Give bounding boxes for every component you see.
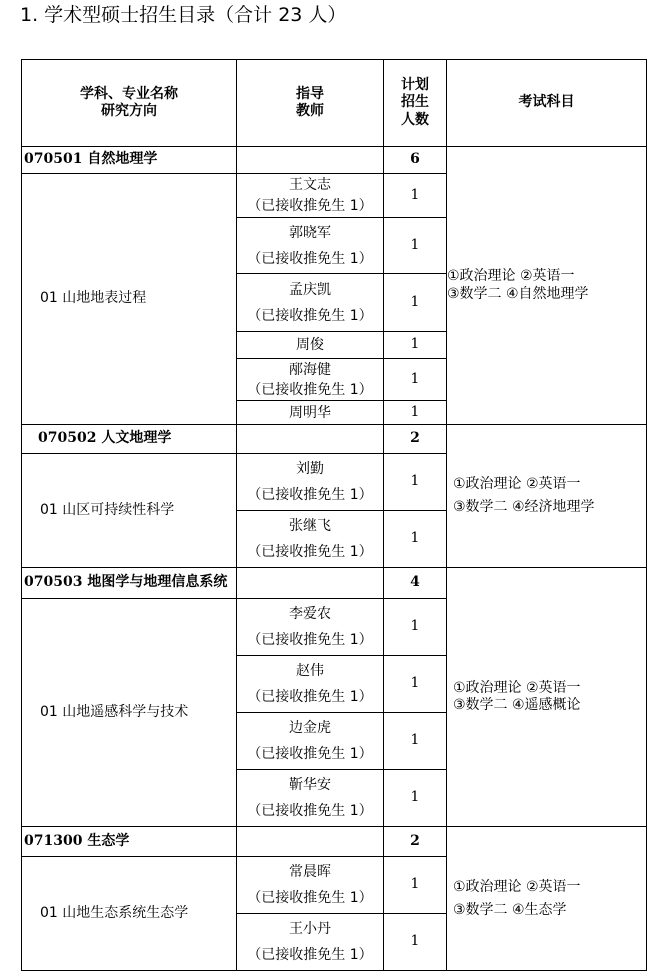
- major-code: 070501: [24, 151, 83, 168]
- advisor-cell: [237, 218, 384, 274]
- advisor-cell: [237, 599, 384, 656]
- advisor-note: （已接收推免生 1）: [247, 746, 373, 762]
- major-row: [22, 568, 647, 599]
- advisor-note: （已接收推免生 1）: [247, 947, 373, 963]
- advisor-note: （已接收推免生 1）: [247, 197, 373, 214]
- advisor-cell: [237, 914, 384, 971]
- exam-subjects: ①政治理论 ②英语一 ③数学二 ④经济地理学: [447, 425, 647, 568]
- major-title: 人文地理学: [101, 430, 172, 447]
- advisor-name: 刘勤: [296, 461, 324, 477]
- advisor-name: 周俊: [296, 337, 324, 353]
- major-count: 2: [384, 827, 447, 857]
- advisor-cell: [237, 511, 384, 568]
- advisor-note: （已接收推免生 1）: [247, 307, 373, 324]
- exam-subjects: ①政治理论 ②英语一 ③数学二 ④遥感概论: [447, 568, 647, 827]
- advisor-note: （已接收推免生 1）: [247, 487, 373, 503]
- research-direction: 01 山区可持续性科学: [22, 454, 237, 568]
- advisor-count: 1: [384, 599, 447, 656]
- major-code: 070502: [38, 430, 97, 447]
- header-plan-count: 计划 招生 人数: [384, 60, 447, 147]
- advisor-name: 邴海健: [289, 361, 331, 378]
- major-advisor-empty: [237, 425, 384, 454]
- advisor-name: 赵伟: [296, 663, 324, 679]
- page-title: 1. 学术型硕士招生目录（合计 23 人）: [20, 4, 347, 26]
- advisor-note: （已接收推免生 1）: [247, 381, 373, 398]
- advisor-name: 李爱农: [289, 606, 331, 622]
- major-count: 6: [384, 147, 447, 174]
- advisor-cell: [237, 770, 384, 827]
- major-count: 4: [384, 568, 447, 599]
- major-advisor-empty: [237, 827, 384, 857]
- advisor-name: 常晨晖: [289, 864, 331, 880]
- major-row: [22, 425, 647, 454]
- advisor-name: 靳华安: [289, 777, 331, 793]
- major-row: [22, 147, 647, 174]
- major-name-cell: [22, 147, 237, 174]
- header-major-direction: 学科、专业名称 研究方向: [22, 60, 237, 147]
- exam-subjects: ①政治理论 ②英语一 ③数学二 ④自然地理学: [447, 147, 647, 425]
- major-name-cell: [22, 568, 237, 599]
- advisor-cell: [237, 332, 384, 359]
- advisor-note: （已接收推免生 1）: [247, 803, 373, 819]
- advisor-note: （已接收推免生 1）: [247, 890, 373, 906]
- advisor-note: （已接收推免生 1）: [247, 544, 373, 560]
- advisor-note: （已接收推免生 1）: [247, 689, 373, 705]
- research-direction: 01 山地生态系统生态学: [22, 857, 237, 971]
- advisor-name: 郭晓军: [289, 224, 331, 241]
- header-exam-subjects: 考试科目: [447, 60, 647, 147]
- advisor-count: 1: [384, 218, 447, 274]
- major-advisor-empty: [237, 147, 384, 174]
- advisor-count: 1: [384, 656, 447, 713]
- major-count: 2: [384, 425, 447, 454]
- advisor-note: （已接收推免生 1）: [247, 250, 373, 267]
- advisor-count: 1: [384, 454, 447, 511]
- advisor-count: 1: [384, 713, 447, 770]
- advisor-count: 1: [384, 857, 447, 914]
- admission-catalog-table: [21, 59, 647, 971]
- advisor-name: 张继飞: [289, 518, 331, 534]
- advisor-count: 1: [384, 332, 447, 359]
- advisor-cell: [237, 274, 384, 332]
- table-header-row: [22, 60, 647, 147]
- advisor-name: 王文志: [289, 176, 331, 193]
- advisor-count: 1: [384, 770, 447, 827]
- major-title: 地图学与地理信息系统: [87, 574, 228, 591]
- advisor-cell: [237, 656, 384, 713]
- advisor-count: 1: [384, 174, 447, 218]
- major-code: 071300: [24, 832, 83, 849]
- advisor-name: 边金虎: [289, 720, 331, 736]
- advisor-cell: [237, 401, 384, 425]
- advisor-cell: [237, 359, 384, 401]
- major-title: 生态学: [87, 832, 130, 849]
- advisor-note: （已接收推免生 1）: [247, 632, 373, 648]
- major-row: [22, 827, 647, 857]
- major-code: 070503: [24, 574, 83, 591]
- advisor-cell: [237, 454, 384, 511]
- major-advisor-empty: [237, 568, 384, 599]
- major-title: 自然地理学: [87, 151, 158, 168]
- exam-subjects: ①政治理论 ②英语一 ③数学二 ④生态学: [447, 827, 647, 971]
- major-name-cell: [22, 425, 237, 454]
- advisor-cell: [237, 713, 384, 770]
- major-name-cell: [22, 827, 237, 857]
- advisor-count: 1: [384, 359, 447, 401]
- advisor-count: 1: [384, 274, 447, 332]
- header-advisor: 指导 教师: [237, 60, 384, 147]
- advisor-count: 1: [384, 511, 447, 568]
- research-direction: 01 山地遥感科学与技术: [22, 599, 237, 827]
- advisor-name: 孟庆凯: [289, 281, 331, 298]
- research-direction: 01 山地地表过程: [22, 174, 237, 425]
- advisor-cell: [237, 857, 384, 914]
- advisor-count: 1: [384, 914, 447, 971]
- advisor-name: 周明华: [289, 404, 331, 421]
- advisor-name: 王小丹: [289, 921, 331, 937]
- advisor-cell: [237, 174, 384, 218]
- advisor-count: 1: [384, 401, 447, 425]
